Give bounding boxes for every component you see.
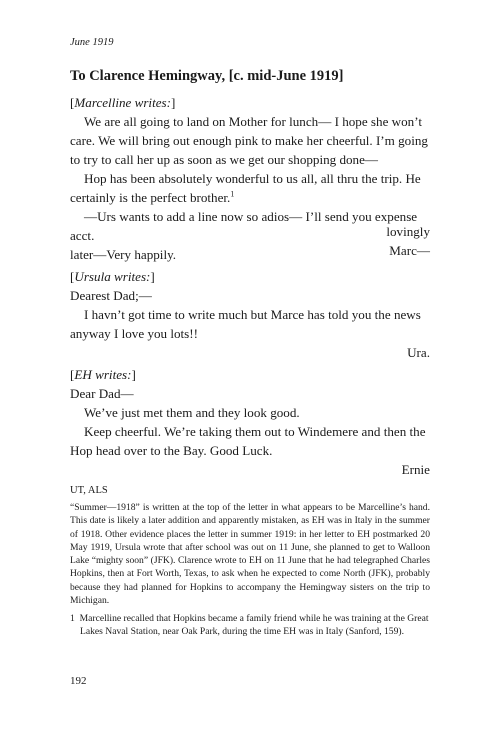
signature: Marc— [389,243,430,258]
letter-paragraph: Hop has been absolutely wonderful to us all, all thru the trip. He certainly is the perfect brother.$^1$ [70,171,421,205]
signature: Ura. [407,345,430,360]
letter-paragraph: We’ve just met them and they look good. [84,405,300,420]
editorial-note: “Summer—1918” is written at the top of the letter in what appears to be Marcelline’s hand. This date is likely a later addition and apparently mistaken, as EH was in Italy in the summer of 1918. Other evidence places the letter in summer 1919: in her letter to EH postmarked 20 May 1919, Ursula wrote that after school was out on 11 June, she planned to get to Walloon Lake “mighty soon” (JFK). Clarence wrote to EH on 11 June that he had telegraphed Charles Hopkins, then at Fort Worth, Texas, to ask when he expected to come North (JFK), probably because they had planned for Hopkins to accompany the Hemingway sisters on the trip to Michigan. [70,502,430,607]
writer-attribution-marcelline: [Marcelline writes:] [70,95,176,110]
footnote-number: 1 [70,613,75,624]
writer-attribution-eh: [EH writes:] [70,367,136,382]
salutation: Dearest Dad;— [70,288,152,303]
closing: lovingly [386,224,430,239]
ursula-section [70,267,430,362]
marcelline-closing [70,222,430,260]
signature: Ernie [401,462,430,477]
letter-paragraph: —Urs wants to add a line now so adios— I’ll send you expense acct. [70,209,418,243]
letter-paragraph: I havn’t got time to write much but Marce has told you the news anyway I love you lots!! [70,307,421,341]
page-number: 192 [70,675,87,687]
letter-paragraph: later—Very happily. [70,247,177,262]
letter-title: To Clarence Hemingway, [c. mid-June 1919] [70,68,344,84]
footnote-ref: 1 [230,189,235,199]
footnote-text: Marcelline recalled that Hopkins became a family friend while he was training at the Great Lakes Naval Station, near Oak Park, during the time EH was in Italy (Sanford, 159). [79,613,429,638]
eh-section [70,365,430,479]
letter-paragraph: We are all going to land on Mother for lunch— I hope she won’t care. We will bring out enough pink to make her cheerful. I’m going to try to call her up as soon as we get our shopping done— [70,114,428,167]
source-note: UT, ALS [70,485,108,496]
footnote [70,612,430,639]
running-head: June 1919 [70,37,114,48]
writer-attribution-ursula: [Ursula writes:] [70,269,155,284]
salutation: Dear Dad— [70,386,134,401]
letter-paragraph: Keep cheerful. We’re taking them out to Windemere and then the Hop head over to the Bay. Good Luck. [70,424,426,458]
